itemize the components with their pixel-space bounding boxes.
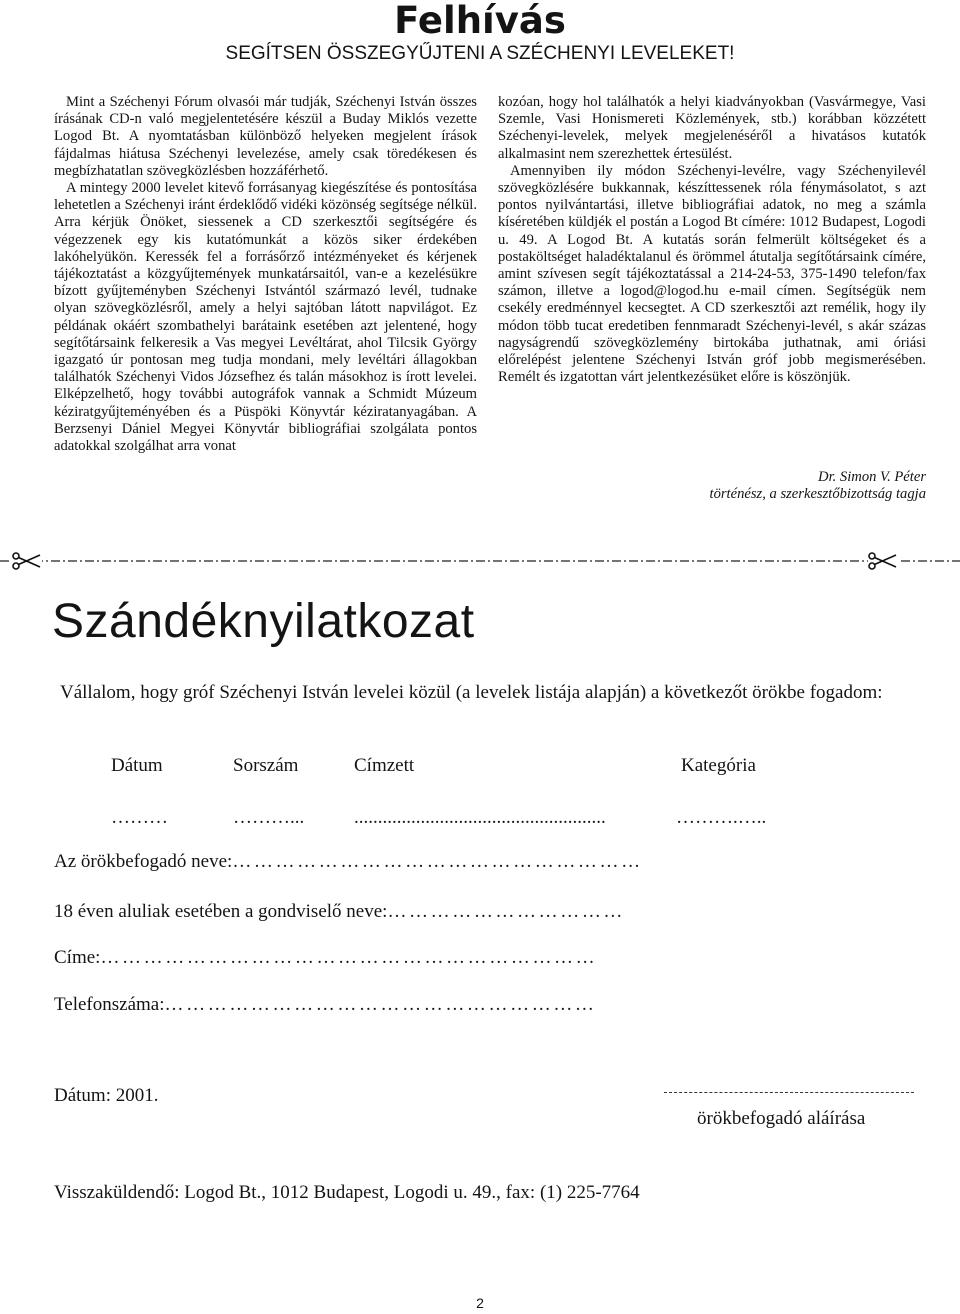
number-fill-field[interactable]: ………... <box>233 807 305 828</box>
scissors-icon-right <box>868 552 898 570</box>
page-subtitle: SEGÍTSEN ÖSSZEGYŰJTENI A SZÉCHENYI LEVELEKET! <box>225 43 735 64</box>
adopter-name-label: Az örökbefogadó neve: <box>54 851 233 872</box>
article-paragraph: A mintegy 2000 levelet kitevő forrásanyag kiegészítése és pontosítása lehetetlen a Széchenyi iránt érdeklődő vidéki közönség segítsége nélkül. Arra kérjük Önöket, siessenek a CD szerkesztői segítségére és végezzenek egy kis kutatómunkát a közös siker érdekében lakóhelyükön. Keressék fel a forrásőrző intézményeket és kérjenek tájékoztatást a közgyűjtemények munkatársaitól, van-e a kezelésükre bízott gyűjteményben Széchenyi Istvántól származó levél, tudnake olyan szövegközlésről, amely a helyi sajtóban látott napvilágot. Ez példának okáért szombathelyi barátaink esetében azt jelentené, hogy segítőtársaink felkeresik a Vas megyei Levéltárat, ahol Tilcsik György igazgató úr pontosan meg tudja mondani, mely levéltári állagokban találhatók Széchenyi Vidos Józsefhez és talán másokhoz is írott levelei. Elképzelhető, hogy további autográfok vannak a Schmidt Múzeum kéziratgyűjteményében és a Püspöki Könyvtár kéziratanyagában. A Berzsenyi Dániel Megyei Könyvtár bibliográfiai szolgálata pontos adatokkal szolgálhat arra vonat <box>54 180 477 455</box>
date-line: Dátum: 2001. <box>54 1085 159 1106</box>
phone-blank[interactable]: …………………………………………………… <box>164 994 597 1015</box>
address-label: Címe: <box>54 947 101 968</box>
category-fill-field[interactable]: ……….….. <box>676 807 767 828</box>
date-fill-field[interactable]: ……… <box>111 807 168 828</box>
cut-line <box>0 551 960 571</box>
article-paragraph: Amennyiben ily módon Széchenyi-levélre, vagy Széchenyilevél szövegközlésére bukkannak, készíttessenek róla fénymásolatot, s azt pontos nyilvántartási, illetve bibliográfiai adatok, no meg a számla kíséretében küldjék el postán a Logod Bt címére: 1012 Budapest, Logodi u. 49. A Logod Bt. A kutatás során felmerült költségeket és a postaköltséget haladéktalanul és örömmel átutalja segítőtársaink címére, amint szívesen segít tájékoztatással a 214-24-53, 375-1490 telefon/fax számon, illetve a logod@logod.hu e-mail címen. Segítségük nem csekély eredménnyel kecsegtet. A CD szerkesztői azt remélik, hogy ily módon több tucat eredetiben fennmaradt Széchenyi-levél, s akár százas nagyságrendű szövegközlemény birtokába juthatnak, ami óriási előrelépést jelentene Széchenyi István gróf jobb megismerésében. Remélt és izgatottan várt jelentkezésüket előre is köszönjük. <box>498 162 926 386</box>
form-title: Szándéknyilatkozat <box>52 595 475 648</box>
address-blank[interactable]: …………………………………………………………… <box>100 947 598 968</box>
scissors-icon-left <box>12 552 42 570</box>
article-paragraph: kozóan, hogy hol találhatók a helyi kiadványokban (Vasvármegye, Vasi Szemle, Vasi Honismereti Közlemények, stb.) korábban közzétett Széchenyi-levelek, melyek megjelenéséről a hivatásos kutatók alkalmasint nem szerezhettek értesülést. <box>498 94 926 162</box>
column-label-date: Dátum <box>111 755 163 776</box>
column-label-number: Sorszám <box>233 755 299 776</box>
guardian-name-field[interactable] <box>54 900 625 924</box>
guardian-name-label: 18 éven aluliak esetében a gondviselő neve: <box>54 901 388 922</box>
return-address: Visszaküldendő: Logod Bt., 1012 Budapest, Logodi u. 49., fax: (1) 225-7764 <box>54 1182 640 1203</box>
article-paragraph: Mint a Széchenyi Fórum olvasói már tudják, Széchenyi István összes írásának CD-n való megjelentetésére készül a Buday Miklós vezette Logod Bt. A nyomtatásban különböző helyeken megjelent írások fájdalmas hiátusa Széchenyi levelezése, amely csak töredékesen és megbízhatatlan szövegközlésben hozzáférhető. <box>54 94 477 179</box>
signature-line[interactable] <box>664 1092 914 1093</box>
signature-label: örökbefogadó aláírása <box>697 1108 866 1129</box>
author-name: Dr. Simon V. Péter <box>818 469 926 485</box>
pledge-sentence: Vállalom, hogy gróf Széchenyi István levelei közül (a levelek listája alapján) a következőt örökbe fogadom: <box>60 682 883 703</box>
adopter-name-blank[interactable]: ………………………………………………… <box>232 851 643 872</box>
phone-field[interactable] <box>54 993 597 1017</box>
article-right-column <box>498 94 926 386</box>
adopter-name-field[interactable] <box>54 850 643 874</box>
page-number: 2 <box>476 1295 484 1311</box>
author-role: történész, a szerkesztőbizottság tagja <box>709 486 926 503</box>
phone-label: Telefonszáma: <box>54 994 165 1015</box>
article-left-column <box>54 94 477 455</box>
column-label-category: Kategória <box>681 755 756 776</box>
guardian-name-blank[interactable]: …………………………… <box>387 901 626 922</box>
pledge-text <box>54 680 914 705</box>
recipient-fill-field[interactable]: ..................................................... <box>354 807 606 828</box>
author-signature <box>498 469 926 503</box>
address-field[interactable] <box>54 946 597 970</box>
page-title: Felhívás <box>394 0 566 42</box>
column-label-recipient: Címzett <box>354 755 415 776</box>
